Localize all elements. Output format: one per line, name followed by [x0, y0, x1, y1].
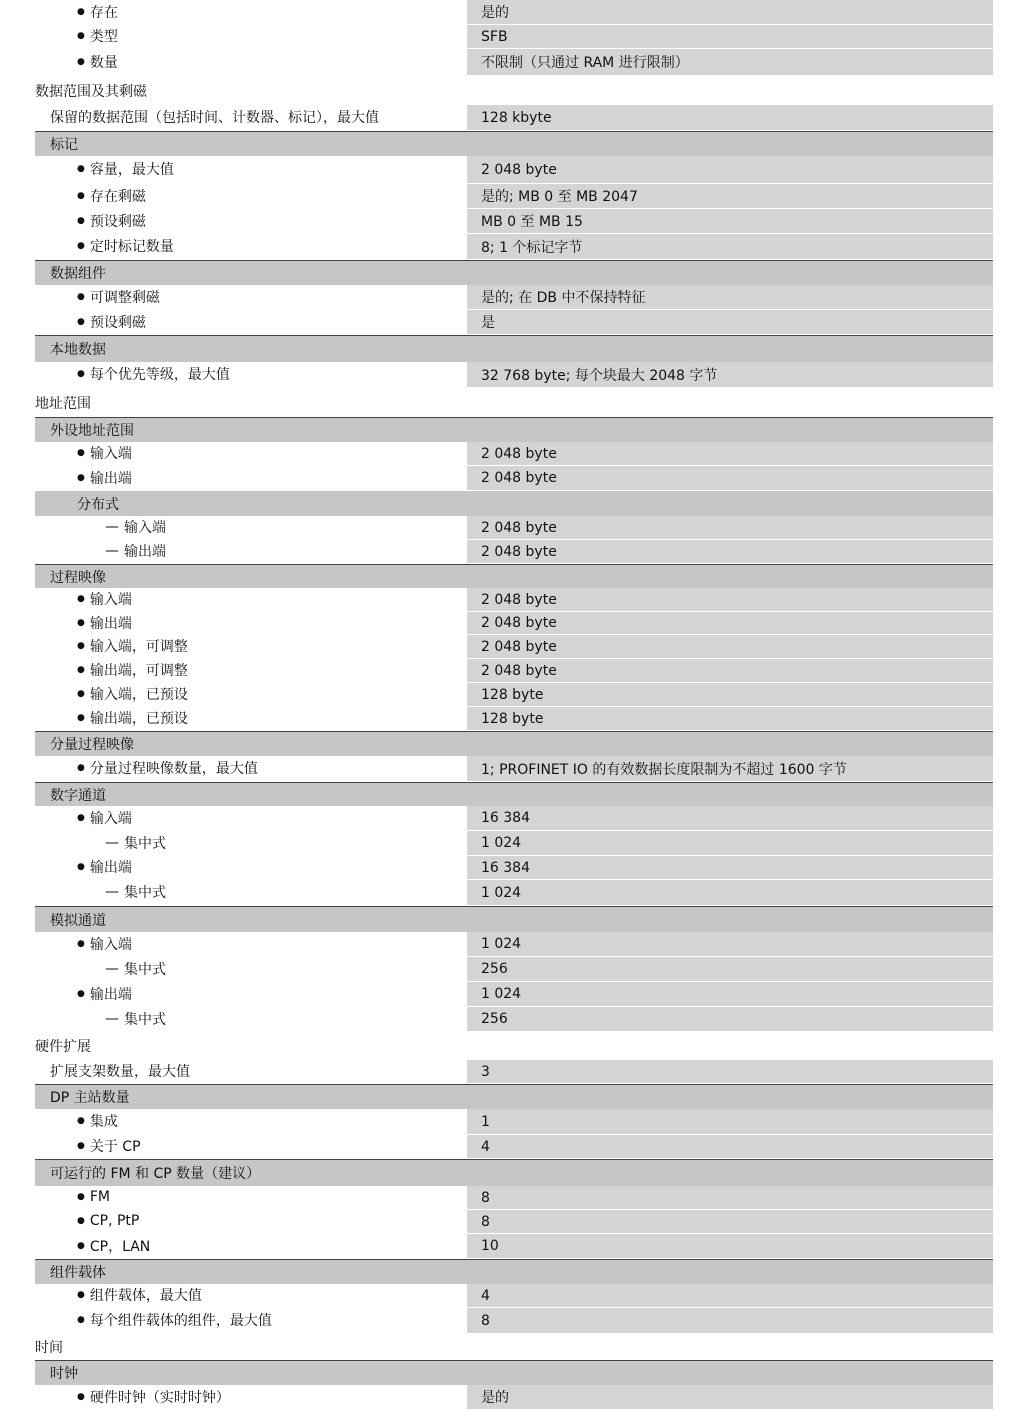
header-label: 外设地址范围 [50, 423, 134, 439]
spec-value: 2 048 byte [467, 156, 993, 183]
header-label: 地址范围 [35, 395, 91, 412]
header-label: 时间 [35, 1340, 63, 1356]
header-label: 组件载体 [50, 1265, 106, 1281]
spec-value: 2 048 byte [467, 612, 993, 634]
spec-label: ● 可调整剩磁 [35, 285, 465, 309]
spec-value: 是的; MB 0 至 MB 2047 [467, 184, 993, 208]
spec-label: ● CP，LAN [35, 1234, 465, 1258]
spec-value: 256 [467, 1007, 993, 1031]
header-label: 过程映像 [50, 569, 106, 586]
spec-label: ● 输入端 [35, 588, 465, 611]
spec-value: 8 [467, 1186, 993, 1209]
spec-row [35, 707, 993, 731]
spec-row [35, 1186, 993, 1210]
spec-value: 128 byte [467, 683, 993, 706]
header-label: DP 主站数量 [50, 1090, 130, 1106]
spec-row [35, 831, 993, 856]
spec-value: 2 048 byte [467, 588, 993, 611]
spec-value: 2 048 byte [467, 516, 993, 539]
subsection-header [35, 1084, 993, 1109]
spec-value: 8 [467, 1210, 993, 1233]
spec-row [35, 234, 993, 260]
spec-value: 1 024 [467, 831, 993, 855]
spec-row [35, 285, 993, 310]
spec-label: ● 定时标记数量 [35, 234, 465, 259]
subsection-header [35, 417, 993, 442]
spec-row [35, 1007, 993, 1032]
subsection-header [35, 1259, 993, 1284]
spec-label: ● FM [35, 1186, 465, 1209]
spec-row [35, 1234, 993, 1259]
section-header [35, 76, 993, 105]
spec-value: 2 048 byte [467, 442, 993, 465]
spec-value: 1 [467, 1109, 993, 1134]
spec-label: ● 预设剩磁 [35, 209, 465, 233]
spec-row [35, 880, 993, 906]
spec-label: ● 每个组件载体的组件，最大值 [35, 1308, 465, 1333]
spec-row [35, 756, 993, 782]
subsection-header [35, 564, 993, 588]
spec-label: ● 每个优先等级，最大值 [35, 362, 465, 387]
header-label: 数字通道 [50, 787, 106, 804]
spec-value: 是的; 在 DB 中不保持特征 [467, 285, 993, 309]
spec-label: ● 输入端 [35, 806, 465, 830]
header-label: 本地数据 [50, 342, 106, 358]
spec-label: ● 输出端，可调整 [35, 659, 465, 682]
header-label: 分量过程映像 [50, 737, 134, 753]
spec-label: ● 类型 [35, 25, 465, 48]
subsection-header [35, 260, 993, 285]
spec-value: 16 384 [467, 806, 993, 830]
spec-label: ● 分量过程映像数量，最大值 [35, 756, 465, 781]
section-header [35, 388, 993, 417]
spec-value: 2 048 byte [467, 466, 993, 490]
spec-value: 不限制（只通过 RAM 进行限制） [467, 49, 993, 75]
spec-label: ● 输入端 [35, 932, 465, 956]
spec-label: ● 输入端，可调整 [35, 635, 465, 658]
spec-row [35, 49, 993, 76]
spec-row [35, 1308, 993, 1334]
spec-row [35, 310, 993, 335]
subsection-header [35, 335, 993, 362]
spec-value: 8; 1 个标记字节 [467, 234, 993, 259]
spec-label: ● 集成 [35, 1109, 465, 1134]
header-label: 硬件扩展 [35, 1039, 91, 1055]
spec-label: ● 组件载体，最大值 [35, 1284, 465, 1307]
spec-label: — 集中式 [35, 831, 465, 855]
spec-value: 10 [467, 1234, 993, 1258]
spec-value: 是的 [467, 1385, 993, 1409]
spec-value: SFB [467, 25, 993, 48]
spec-label: ● 输出端 [35, 856, 465, 879]
spec-row [35, 612, 993, 635]
spec-label: ● 存在 [35, 0, 465, 24]
spec-value: 16 384 [467, 856, 993, 879]
spec-label: — 集中式 [35, 1007, 465, 1031]
subsection-header [35, 906, 993, 932]
subsection-header [35, 131, 993, 156]
spec-row [35, 957, 993, 982]
spec-value: 2 048 byte [467, 635, 993, 658]
spec-value: 4 [467, 1135, 993, 1158]
spec-label: ● 数量 [35, 49, 465, 75]
spec-value: MB 0 至 MB 15 [467, 209, 993, 233]
subgroup-header [35, 491, 993, 516]
spec-value: 1 024 [467, 880, 993, 905]
spec-label: — 集中式 [35, 880, 465, 905]
spec-value: 128 byte [467, 707, 993, 730]
spec-row [35, 1109, 993, 1135]
spec-table [35, 0, 993, 1410]
spec-row [35, 442, 993, 466]
spec-label: ● 存在剩磁 [35, 184, 465, 208]
spec-row [35, 516, 993, 540]
spec-row [35, 156, 993, 184]
spec-row [35, 659, 993, 683]
spec-value: 3 [467, 1060, 993, 1083]
subsection-header [35, 731, 993, 756]
spec-value: 1 024 [467, 982, 993, 1006]
spec-label: ● 预设剩磁 [35, 310, 465, 334]
section-header [35, 1334, 993, 1360]
section-header [35, 1032, 993, 1060]
spec-row [35, 635, 993, 659]
spec-row [35, 466, 993, 491]
spec-label: 扩展支架数量，最大值 [35, 1060, 465, 1083]
spec-label: ● CP, PtP [35, 1210, 465, 1233]
spec-label: ● 输出端 [35, 466, 465, 490]
spec-label: — 输出端 [35, 540, 465, 563]
spec-label: ● 容量，最大值 [35, 156, 465, 183]
header-label: 标记 [50, 137, 78, 153]
spec-value: 1 024 [467, 932, 993, 956]
spec-value: 128 kbyte [467, 105, 993, 130]
spec-label: ● 输入端，已预设 [35, 683, 465, 706]
spec-row [35, 1210, 993, 1234]
spec-row [35, 0, 993, 25]
spec-row [35, 209, 993, 234]
spec-label: 保留的数据范围（包括时间、计数器、标记），最大值 [35, 105, 465, 130]
subsection-header [35, 1360, 993, 1385]
header-label: 可运行的 FM 和 CP 数量（建议） [50, 1166, 261, 1182]
spec-row [35, 25, 993, 49]
spec-label: — 集中式 [35, 957, 465, 981]
spec-value: 2 048 byte [467, 659, 993, 682]
spec-row [35, 982, 993, 1007]
spec-row [35, 1284, 993, 1308]
spec-row [35, 1135, 993, 1159]
spec-value: 1; PROFINET IO 的有效数据长度限制为不超过 1600 字节 [467, 756, 993, 781]
header-label: 数据范围及其剩磁 [35, 83, 147, 100]
spec-row [35, 683, 993, 707]
spec-value: 4 [467, 1284, 993, 1307]
header-label: 分布式 [77, 496, 119, 513]
spec-row [35, 1385, 993, 1410]
spec-label: ● 输入端 [35, 442, 465, 465]
header-label: 时钟 [50, 1366, 78, 1382]
spec-value: 2 048 byte [467, 540, 993, 563]
spec-label: ● 关于 CP [35, 1135, 465, 1158]
spec-value: 8 [467, 1308, 993, 1333]
subsection-header [35, 782, 993, 806]
spec-row [35, 806, 993, 831]
subsection-header [35, 1159, 993, 1186]
header-label: 模拟通道 [50, 912, 106, 929]
spec-row [35, 932, 993, 957]
spec-row [35, 588, 993, 612]
spec-value: 是的 [467, 0, 993, 24]
spec-value: 是 [467, 310, 993, 334]
spec-value: 32 768 byte; 每个块最大 2048 字节 [467, 362, 993, 387]
spec-label: — 输入端 [35, 516, 465, 539]
spec-row [35, 105, 993, 131]
spec-label: ● 输出端 [35, 982, 465, 1006]
spec-value: 256 [467, 957, 993, 981]
header-label: 数据组件 [50, 266, 106, 282]
spec-label: ● 输出端 [35, 612, 465, 634]
spec-label: ● 输出端，已预设 [35, 707, 465, 730]
spec-row [35, 184, 993, 209]
spec-row [35, 540, 993, 564]
spec-row [35, 1060, 993, 1084]
spec-row [35, 856, 993, 880]
spec-row [35, 362, 993, 388]
spec-label: ● 硬件时钟（实时时钟） [35, 1385, 465, 1409]
